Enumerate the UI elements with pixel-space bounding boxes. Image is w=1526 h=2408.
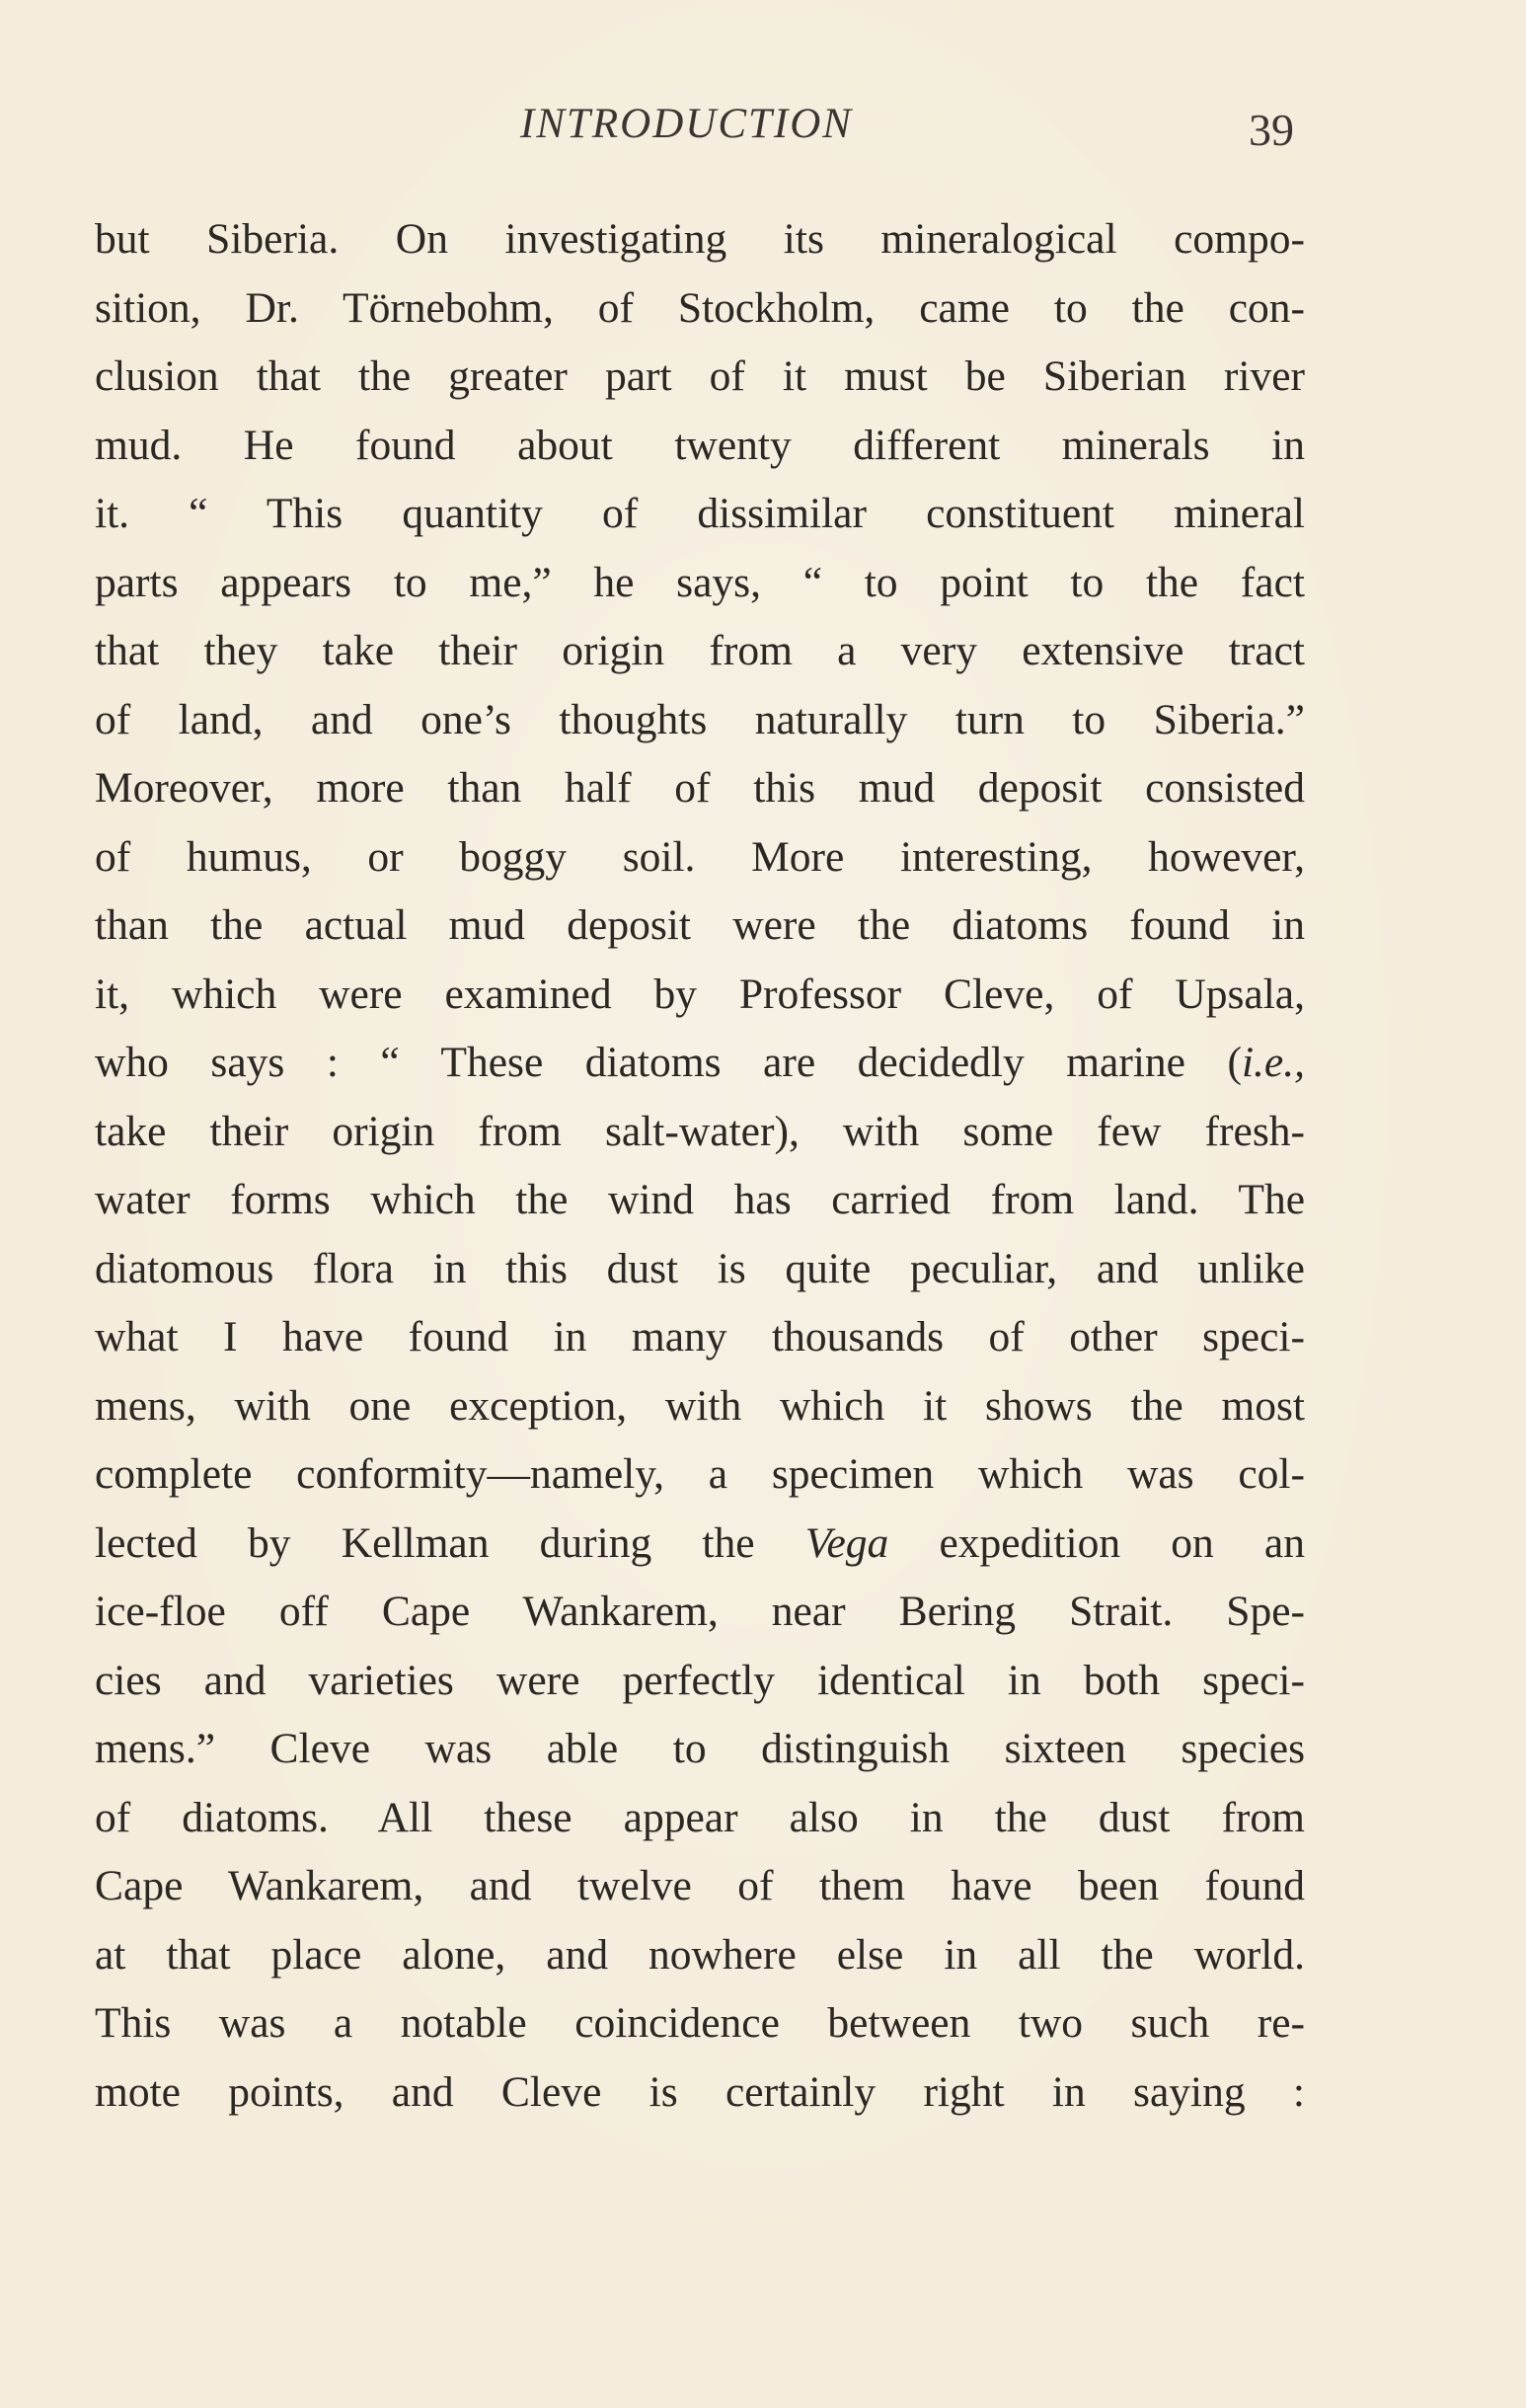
text-line: Moreover, more than half of this mud deposit consisted — [95, 764, 1305, 812]
text-line: of diatoms. All these appear also in the dust from — [95, 1793, 1305, 1841]
text-line: mens.” Cleve was able to distinguish sixteen species — [95, 1725, 1305, 1772]
text-line: it. “ This quantity of dissimilar constituent mineral — [95, 490, 1305, 537]
text-line: cies and varieties were perfectly identical in both speci- — [95, 1656, 1305, 1704]
text-line: Cape Wankarem, and twelve of them have been found — [95, 1862, 1305, 1909]
text-line: that they take their origin from a very extensive tract — [95, 627, 1305, 674]
text-line: mote points, and Cleve is certainly right in saying : — [95, 2067, 1305, 2116]
text-line: take their origin from salt-water), with some few fresh- — [95, 1107, 1305, 1155]
running-head — [0, 95, 1526, 154]
text-line — [95, 1510, 1305, 1579]
text-line: mens, with one exception, with which it shows the most — [95, 1381, 1305, 1430]
text-line: of humus, or boggy soil. More interesting, however, — [95, 832, 1305, 881]
text-line: parts appears to me,” he says, “ to point to the fact — [95, 558, 1305, 606]
body-text — [95, 205, 1305, 2127]
text-line: mud. He found about twenty different minerals in — [95, 421, 1305, 469]
page-number: 39 — [1249, 105, 1294, 155]
text-line: sition, Dr. Törnebohm, of Stockholm, came to the con- — [95, 283, 1305, 332]
text-line: at that place alone, and nowhere else in all the world. — [95, 1930, 1305, 1979]
text-run: expedition on an — [888, 1518, 1305, 1567]
text-run: lected by Kellman during the — [95, 1518, 805, 1567]
text-line: diatomous flora in this dust is quite peculiar, and unlike — [95, 1244, 1305, 1292]
text-line: clusion that the greater part of it must be Siberian river — [95, 352, 1305, 400]
text-line: but Siberia. On investigating its mineralogical compo- — [95, 215, 1305, 263]
text-line: ice-floe off Cape Wankarem, near Bering Strait. Spe- — [95, 1588, 1305, 1635]
text-line: water forms which the wind has carried from land. The — [95, 1176, 1305, 1223]
running-title: INTRODUCTION — [520, 101, 853, 147]
text-line: it, which were examined by Professor Cleve, of Upsala, — [95, 970, 1305, 1018]
text-line: than the actual mud deposit were the diatoms found in — [95, 901, 1305, 949]
text-line — [95, 1029, 1305, 1098]
text-run: who says : “ These diatoms are decidedly marine ( — [95, 1039, 1242, 1086]
text-line: of land, and one’s thoughts naturally turn to Siberia.” — [95, 695, 1305, 743]
italic-abbreviation: i.e., — [1241, 1039, 1305, 1086]
italic-ship-name: Vega — [804, 1518, 889, 1567]
text-line: This was a notable coincidence between two such re- — [95, 1999, 1305, 2047]
text-line: what I have found in many thousands of other speci- — [95, 1313, 1305, 1360]
text-line: complete conformity—namely, a specimen which was col- — [95, 1450, 1305, 1498]
